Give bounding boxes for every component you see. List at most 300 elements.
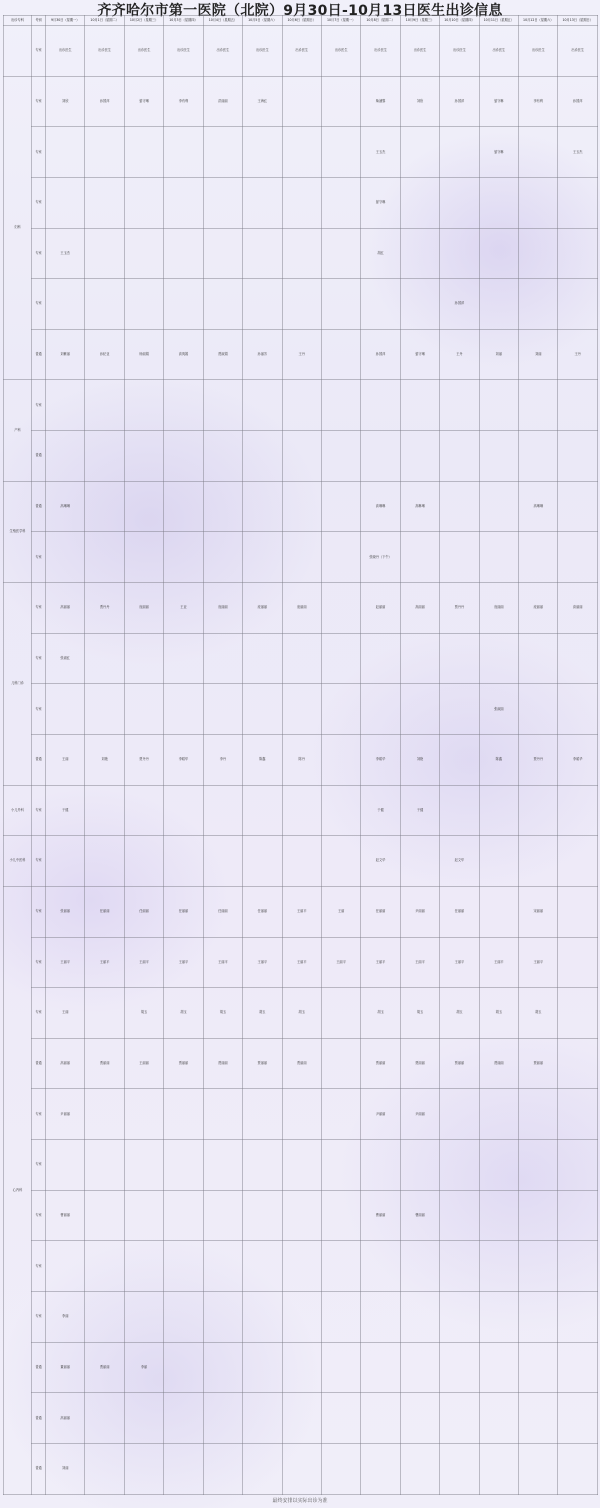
doctor-cell: 陈鑫 (243, 734, 282, 785)
doctor-cell (519, 1292, 558, 1343)
doctor-cell: 于健 (46, 785, 85, 836)
doctor-cell: 王丹 (440, 329, 479, 380)
row-type: 专家 (32, 279, 46, 330)
table-header-row (4, 16, 598, 26)
doctor-cell: 王丹 (558, 329, 597, 380)
doctor-cell: 高琳琳 (400, 481, 439, 532)
row-type: 专家 (32, 1190, 46, 1241)
table-row (4, 836, 598, 887)
header-date: 10月13日（星期日） (558, 16, 597, 26)
doctor-cell (243, 177, 282, 228)
doctor-cell: 高琳琳 (519, 481, 558, 532)
doctor-cell: 刘欣 (46, 76, 85, 127)
doctor-cell (519, 380, 558, 431)
doctor-cell: 孙纪亚 (85, 329, 124, 380)
doctor-cell: 刘丽 (479, 329, 518, 380)
row-type: 专家 (32, 583, 46, 634)
doctor-cell (164, 633, 203, 684)
doctor-cell (203, 431, 242, 482)
doctor-cell (164, 279, 203, 330)
doctor-cell (361, 1342, 400, 1393)
doctor-cell (558, 380, 597, 431)
table-row (4, 937, 598, 988)
doctor-cell (164, 1190, 203, 1241)
doctor-cell (440, 127, 479, 178)
doctor-cell (243, 1190, 282, 1241)
doctor-cell (558, 1443, 597, 1494)
doctor-cell: 贾丽丽 (203, 1038, 242, 1089)
doctor-cell: 贾丽丽 (479, 1038, 518, 1089)
doctor-cell (519, 127, 558, 178)
doctor-cell (124, 431, 163, 482)
doctor-cell (558, 1393, 597, 1444)
doctor-cell (479, 836, 518, 887)
table-row (4, 532, 598, 583)
doctor-cell: 出诊医生 (558, 26, 597, 77)
doctor-cell (479, 1443, 518, 1494)
doctor-cell (440, 532, 479, 583)
doctor-cell (479, 1190, 518, 1241)
doctor-cell (243, 1342, 282, 1393)
doctor-cell (203, 836, 242, 887)
doctor-cell: 赵丽丽 (361, 583, 400, 634)
doctor-cell: 孙国萍 (440, 279, 479, 330)
page-title: 齐齐哈尔市第一医院（北院）9月30日-10月13日医生出诊信息 (97, 3, 503, 19)
doctor-cell: 任丽丽 (124, 886, 163, 937)
doctor-cell (519, 785, 558, 836)
doctor-cell (85, 279, 124, 330)
doctor-cell (321, 1089, 360, 1140)
doctor-cell: 孙丽芳 (243, 329, 282, 380)
doctor-cell (400, 431, 439, 482)
doctor-cell (321, 734, 360, 785)
doctor-cell (46, 177, 85, 228)
row-type: 普通 (32, 329, 46, 380)
doctor-cell (321, 127, 360, 178)
dept-name: 小儿外科 (4, 785, 32, 836)
doctor-cell (243, 836, 282, 887)
doctor-cell: 任丽丽 (440, 886, 479, 937)
doctor-cell: 贾丽丽 (440, 1038, 479, 1089)
doctor-cell (203, 279, 242, 330)
row-type: 专家 (32, 684, 46, 735)
doctor-cell (519, 633, 558, 684)
doctor-cell: 王丽平 (85, 937, 124, 988)
doctor-cell: 张丽丽 (46, 886, 85, 937)
doctor-cell: 高丽丽 (400, 583, 439, 634)
doctor-cell: 张淑丽 (479, 684, 518, 735)
doctor-cell (46, 532, 85, 583)
doctor-cell: 曹丽丽 (46, 1190, 85, 1241)
doctor-cell: 胡玉 (400, 988, 439, 1039)
doctor-cell (440, 1241, 479, 1292)
doctor-cell (361, 1393, 400, 1444)
doctor-cell (361, 1443, 400, 1494)
doctor-cell (558, 1190, 597, 1241)
doctor-cell (203, 1190, 242, 1241)
doctor-cell: 王玉杰 (361, 127, 400, 178)
dept-name: 儿科门诊 (4, 583, 32, 786)
table-row (4, 988, 598, 1039)
doctor-cell (124, 1241, 163, 1292)
doctor-cell: 出诊医生 (282, 26, 321, 77)
doctor-cell (124, 1089, 163, 1140)
doctor-cell (164, 431, 203, 482)
doctor-cell (46, 279, 85, 330)
row-type: 普通 (32, 1342, 46, 1393)
row-type: 专家 (32, 127, 46, 178)
doctor-cell (361, 633, 400, 684)
doctor-cell: 刘紫丽 (46, 329, 85, 380)
doctor-cell: 胡玉 (282, 988, 321, 1039)
doctor-cell (321, 1038, 360, 1089)
doctor-cell: 王丹 (282, 329, 321, 380)
doctor-cell (282, 279, 321, 330)
doctor-cell: 柴涵黎 (361, 76, 400, 127)
table-row (4, 279, 598, 330)
doctor-cell (243, 684, 282, 735)
doctor-cell: 出诊医生 (361, 26, 400, 77)
header-date: 10月6日（星期日） (282, 16, 321, 26)
doctor-cell: 王丽平 (440, 937, 479, 988)
doctor-cell (282, 1342, 321, 1393)
doctor-cell (479, 177, 518, 228)
doctor-cell (479, 633, 518, 684)
doctor-cell: 王丽平 (243, 937, 282, 988)
doctor-cell (85, 1393, 124, 1444)
doctor-cell (164, 1241, 203, 1292)
dept-name (4, 26, 32, 77)
doctor-cell (243, 1292, 282, 1343)
doctor-cell (558, 988, 597, 1039)
doctor-cell (243, 279, 282, 330)
doctor-cell: 高丽丽 (46, 1038, 85, 1089)
doctor-cell: 胡玉 (203, 988, 242, 1039)
doctor-cell (558, 177, 597, 228)
doctor-cell: 李昭华 (558, 734, 597, 785)
doctor-cell (519, 177, 558, 228)
doctor-cell (85, 633, 124, 684)
row-type: 专家 (32, 633, 46, 684)
doctor-cell: 庞丽丽 (203, 583, 242, 634)
doctor-cell: 庞丽丽 (282, 583, 321, 634)
doctor-cell (164, 1089, 203, 1140)
doctor-cell (400, 228, 439, 279)
doctor-cell: 贾丹丹 (85, 583, 124, 634)
doctor-cell (558, 1140, 597, 1191)
doctor-cell (203, 127, 242, 178)
header-date: 10月8日（星期二） (361, 16, 400, 26)
doctor-cell (361, 380, 400, 431)
doctor-cell (243, 228, 282, 279)
doctor-cell (164, 1292, 203, 1343)
doctor-cell (282, 1140, 321, 1191)
doctor-cell: 胡红 (361, 228, 400, 279)
doctor-cell: 贾丽丽 (282, 1038, 321, 1089)
doctor-cell: 孙国萍 (85, 76, 124, 127)
table-row (4, 431, 598, 482)
doctor-cell: 胡玉 (361, 988, 400, 1039)
header-date: 10月12日（星期六） (519, 16, 558, 26)
doctor-cell: 任丽丽 (85, 886, 124, 937)
doctor-cell (479, 1342, 518, 1393)
table-row (4, 26, 598, 77)
table-row (4, 177, 598, 228)
doctor-cell: 胡玉 (519, 988, 558, 1039)
table-row (4, 1038, 598, 1089)
header-date: 10月10日（星期四） (440, 16, 479, 26)
doctor-cell (440, 228, 479, 279)
header-date: 10月2日（星期三） (124, 16, 163, 26)
doctor-cell (243, 1393, 282, 1444)
doctor-cell: 贾丹丹 (519, 734, 558, 785)
doctor-cell (519, 1393, 558, 1444)
doctor-cell (46, 1241, 85, 1292)
doctor-cell: 出诊医生 (479, 26, 518, 77)
row-type: 普通 (32, 1393, 46, 1444)
doctor-cell: 陈鑫 (479, 734, 518, 785)
doctor-cell (203, 633, 242, 684)
doctor-cell (85, 532, 124, 583)
doctor-cell (400, 1140, 439, 1191)
doctor-cell (440, 380, 479, 431)
doctor-cell (479, 886, 518, 937)
doctor-cell: 尹丽丽 (46, 1089, 85, 1140)
doctor-cell (203, 177, 242, 228)
doctor-cell: 王海红 (243, 76, 282, 127)
doctor-cell: 李昭华 (361, 734, 400, 785)
doctor-cell: 张晓丹（下午） (361, 532, 400, 583)
doctor-cell (203, 684, 242, 735)
doctor-cell (440, 1089, 479, 1140)
table-row (4, 734, 598, 785)
table-row (4, 1241, 598, 1292)
doctor-cell (440, 1342, 479, 1393)
doctor-cell: 于健 (400, 785, 439, 836)
doctor-cell (440, 785, 479, 836)
doctor-cell (243, 1089, 282, 1140)
header-date: 10月11日（星期五） (479, 16, 518, 26)
doctor-cell (203, 380, 242, 431)
doctor-cell (203, 1292, 242, 1343)
doctor-cell (46, 380, 85, 431)
header-date: 9月30日（星期一） (46, 16, 85, 26)
dept-name: 生殖医学科 (4, 481, 32, 582)
doctor-cell (519, 836, 558, 887)
doctor-cell (282, 177, 321, 228)
doctor-cell (519, 684, 558, 735)
doctor-cell (321, 1292, 360, 1343)
doctor-cell: 庞丽丽 (243, 583, 282, 634)
doctor-cell: 刘欣 (400, 76, 439, 127)
dept-name: 妇科 (4, 76, 32, 380)
doctor-cell (85, 431, 124, 482)
doctor-cell (164, 127, 203, 178)
doctor-cell (282, 1393, 321, 1444)
doctor-cell: 胡玉 (164, 988, 203, 1039)
doctor-cell (400, 633, 439, 684)
doctor-cell (203, 1089, 242, 1140)
doctor-cell (440, 734, 479, 785)
doctor-cell (321, 380, 360, 431)
doctor-cell (558, 684, 597, 735)
doctor-cell: 洪丽丽 (203, 76, 242, 127)
doctor-cell: 贾淑娟 (203, 329, 242, 380)
row-type: 专家 (32, 988, 46, 1039)
doctor-cell (400, 1393, 439, 1444)
doctor-cell (440, 1140, 479, 1191)
doctor-cell (558, 1292, 597, 1343)
doctor-cell (440, 177, 479, 228)
doctor-cell (282, 1089, 321, 1140)
doctor-cell (558, 481, 597, 532)
doctor-cell (400, 836, 439, 887)
doctor-cell: 出诊医生 (321, 26, 360, 77)
doctor-cell: 贾丽丽 (400, 1038, 439, 1089)
doctor-cell (282, 1292, 321, 1343)
doctor-cell: 出诊医生 (203, 26, 242, 77)
doctor-cell (282, 1190, 321, 1241)
doctor-cell (321, 633, 360, 684)
doctor-cell (203, 785, 242, 836)
header-dept: 出诊专科 (4, 16, 32, 26)
table-row (4, 76, 598, 127)
doctor-cell: 任丽丽 (361, 886, 400, 937)
table-row (4, 1089, 598, 1140)
doctor-cell (479, 1089, 518, 1140)
doctor-cell (400, 1292, 439, 1343)
header-date: 10月1日（星期二） (85, 16, 124, 26)
doctor-cell (519, 431, 558, 482)
doctor-cell (558, 431, 597, 482)
doctor-cell (282, 684, 321, 735)
doctor-cell: 王丽平 (282, 886, 321, 937)
doctor-cell (164, 1393, 203, 1444)
doctor-cell (282, 76, 321, 127)
doctor-cell (124, 1443, 163, 1494)
doctor-cell (85, 1190, 124, 1241)
doctor-cell (321, 481, 360, 532)
doctor-cell (400, 1342, 439, 1393)
doctor-cell: 高琳琳 (361, 481, 400, 532)
doctor-cell: 王丽平 (479, 937, 518, 988)
doctor-cell: 陈丹 (282, 734, 321, 785)
table-row (4, 481, 598, 532)
header-date: 10月5日（星期六） (243, 16, 282, 26)
table-row (4, 228, 598, 279)
doctor-cell (282, 836, 321, 887)
header-date: 10月3日（星期四） (164, 16, 203, 26)
doctor-cell (164, 1443, 203, 1494)
row-type: 专家 (32, 1140, 46, 1191)
doctor-cell (558, 228, 597, 279)
doctor-cell (558, 1241, 597, 1292)
row-type: 专家 (32, 937, 46, 988)
doctor-cell (164, 228, 203, 279)
doctor-cell (321, 1241, 360, 1292)
doctor-cell (85, 1140, 124, 1191)
doctor-cell (321, 1342, 360, 1393)
doctor-cell (124, 1292, 163, 1343)
doctor-cell (558, 836, 597, 887)
doctor-cell (85, 988, 124, 1039)
doctor-cell: 出诊医生 (400, 26, 439, 77)
doctor-cell: 贾丽丽 (361, 1038, 400, 1089)
doctor-cell (282, 532, 321, 583)
doctor-cell (124, 836, 163, 887)
doctor-cell (203, 1393, 242, 1444)
doctor-cell (361, 431, 400, 482)
doctor-cell: 贾丽丽 (85, 1342, 124, 1393)
doctor-cell (124, 481, 163, 532)
doctor-cell (85, 1292, 124, 1343)
doctor-cell (479, 1140, 518, 1191)
doctor-cell (85, 684, 124, 735)
doctor-cell: 赵文华 (361, 836, 400, 887)
doctor-cell (203, 532, 242, 583)
doctor-cell: 高爽娟 (164, 329, 203, 380)
doctor-cell (243, 1443, 282, 1494)
doctor-cell (321, 532, 360, 583)
doctor-cell (400, 127, 439, 178)
doctor-cell (440, 1292, 479, 1343)
header-date: 10月9日（星期三） (400, 16, 439, 26)
row-type: 普通 (32, 431, 46, 482)
doctor-cell: 胡玉 (124, 988, 163, 1039)
doctor-cell (479, 228, 518, 279)
doctor-cell: 李丽 (46, 1292, 85, 1343)
doctor-cell (243, 127, 282, 178)
doctor-cell: 贾丽丽 (243, 1038, 282, 1089)
doctor-cell (400, 1241, 439, 1292)
doctor-cell: 任丽丽 (164, 886, 203, 937)
doctor-cell (282, 785, 321, 836)
row-type: 专家 (32, 228, 46, 279)
row-type: 普通 (32, 1038, 46, 1089)
doctor-cell (321, 988, 360, 1039)
doctor-cell (243, 532, 282, 583)
doctor-cell: 出诊医生 (243, 26, 282, 77)
doctor-cell: 李丽 (124, 1342, 163, 1393)
doctor-cell: 胡玉 (243, 988, 282, 1039)
doctor-cell (164, 177, 203, 228)
doctor-cell: 王丽平 (46, 937, 85, 988)
doctor-cell (400, 532, 439, 583)
doctor-cell: 王丽平 (124, 937, 163, 988)
row-type: 专家 (32, 1089, 46, 1140)
row-type: 专家 (32, 177, 46, 228)
doctor-cell (321, 1190, 360, 1241)
doctor-cell: 贾丽丽 (519, 1038, 558, 1089)
doctor-cell: 贾丽丽 (164, 1038, 203, 1089)
header-type: 号别 (32, 16, 46, 26)
doctor-cell (124, 1190, 163, 1241)
doctor-cell (203, 1140, 242, 1191)
doctor-cell (558, 532, 597, 583)
doctor-cell (124, 279, 163, 330)
doctor-cell (85, 1443, 124, 1494)
doctor-cell (282, 481, 321, 532)
schedule-table (3, 15, 598, 1495)
doctor-cell (558, 937, 597, 988)
doctor-cell (440, 684, 479, 735)
doctor-cell (85, 177, 124, 228)
table-row (4, 380, 598, 431)
doctor-cell (46, 684, 85, 735)
doctor-cell (321, 836, 360, 887)
doctor-cell (124, 380, 163, 431)
row-type: 专家 (32, 785, 46, 836)
